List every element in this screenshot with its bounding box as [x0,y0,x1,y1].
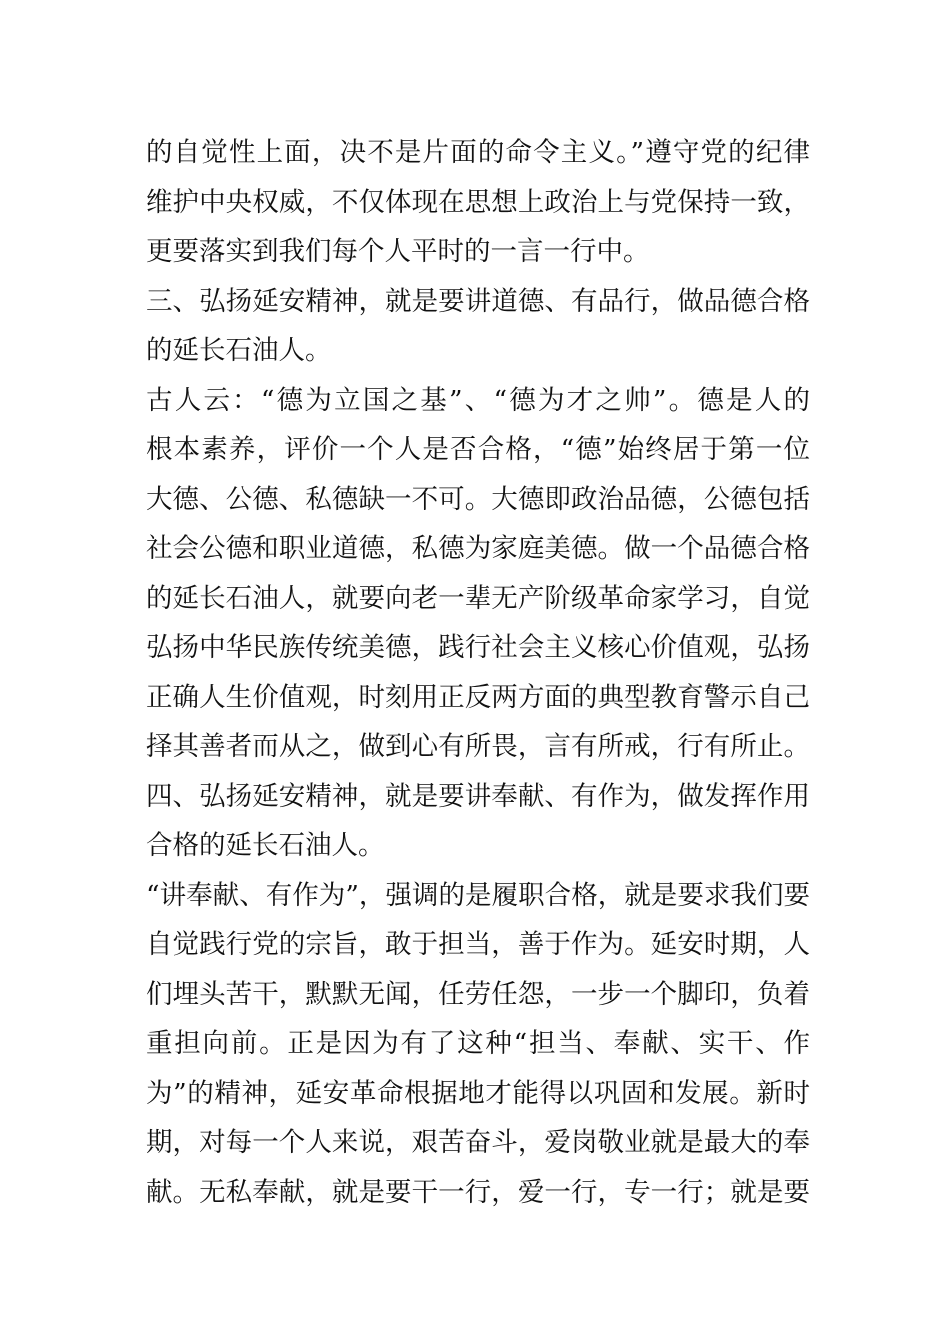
text-line: 为”的精神，延安革命根据地才能得以巩固和发展。新时 [146,1077,810,1109]
text-line: 们埋头苦干，默默无闻，任劳任怨，一步一个脚印，负着 [146,978,810,1010]
section-heading-line: 的延长石油人。 [146,335,332,366]
text-line: “讲奉献、有作为”，强调的是履职合格，就是要求我们要 [146,879,810,911]
text-line: 的自觉性上面，决不是片面的命令主义。”遵守党的纪律 [146,137,810,168]
section-heading-line: 三、弘扬延安精神，就是要讲道德、有品行，做品德合格 [146,285,810,317]
text-line: 正确人生价值观，时刻用正反两方面的典型教育警示自己 [146,681,810,713]
text-line: 期，对每一个人来说，艰苦奋斗，爱岗敬业就是最大的奉 [146,1127,810,1158]
text-line: 弘扬中华民族传统美德，践行社会主义核心价值观，弘扬 [146,632,810,663]
section-heading-line: 四、弘扬延安精神，就是要讲奉献、有作为，做发挥作用 [146,780,810,812]
document-body [146,128,810,1217]
text-line: 的延长石油人，就要向老一辈无产阶级革命家学习，自觉 [146,582,810,614]
text-line: 古人云：“德为立国之基”、“德为才之帅”。德是人的 [146,384,810,416]
section-heading-line: 合格的延长石油人。 [146,830,385,861]
text-line: 社会公德和职业道德，私德为家庭美德。做一个品德合格 [146,533,810,564]
text-line: 大德、公德、私德缺一不可。大德即政治品德，公德包括 [146,483,810,515]
text-line: 更要落实到我们每个人平时的一言一行中。 [146,236,650,267]
text-line: 自觉践行党的宗旨，敢于担当，善于作为。延安时期，人 [146,929,810,960]
text-line: 根本素养，评价一个人是否合格，“德”始终居于第一位 [146,434,810,465]
text-line: 维护中央权威，不仅体现在思想上政治上与党保持一致， [146,186,810,218]
text-line: 献。无私奉献，就是要干一行，爱一行，专一行；就是要 [146,1176,810,1208]
text-line: 重担向前。正是因为有了这种“担当、奉献、实干、作 [146,1028,810,1059]
text-line: 择其善者而从之，做到心有所畏，言有所戒，行有所止。 [146,731,810,762]
